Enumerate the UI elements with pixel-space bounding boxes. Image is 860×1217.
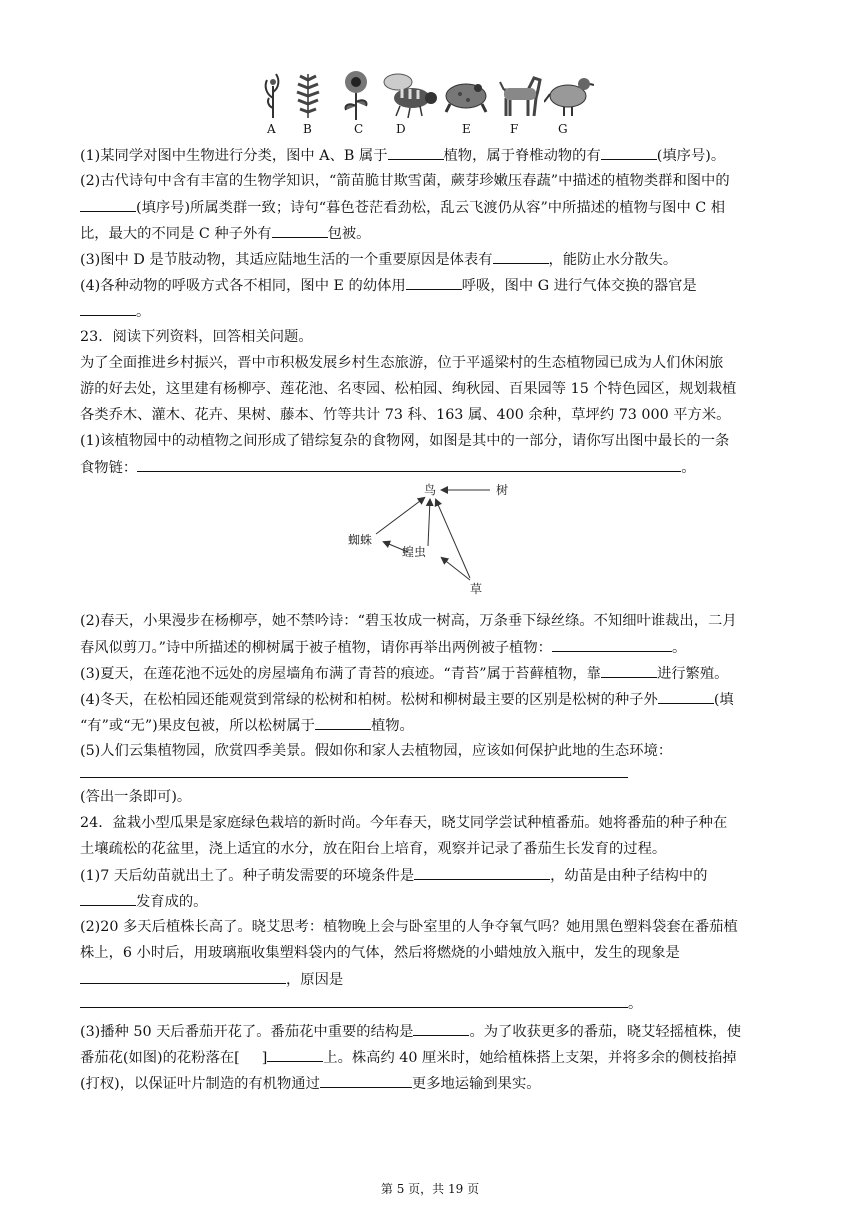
sunflower-icon (338, 68, 374, 120)
organism-figure (258, 68, 598, 140)
q23-part5-answer-line (80, 763, 628, 784)
q24-part2-line1: (2)20 多天后植株长高了。晓艾思考：植物晚上会与卧室里的人争夺氧气吗？她用黑色塑料袋套在番茄植 (80, 919, 738, 935)
q23-part2-line1: (2)春天，小果漫步在杨柳亭，她不禁吟诗：“碧玉妆成一树高，万条垂下绿丝绦。不知细叶谁裁出，二月 (80, 613, 737, 629)
q23-part5-line1: (5)人们云集植物园，欣赏四季美景。假如你和家人去植物园，应该如何保护此地的生态环境： (80, 743, 673, 759)
q23-part2-line2: 春风似剪刀。”诗中所描述的柳树属于被子植物，请你再举出两例被子植物： 。 (80, 637, 686, 658)
q24-part3-line3: (打杈)，以保证叶片制造的有机物通过 更多地运输到果实。 (80, 1073, 541, 1094)
web-node-bird: 鸟 (424, 483, 437, 497)
q24-part1-line2: 发育成的。 (80, 891, 207, 912)
food-web-diagram (330, 478, 530, 598)
q23-part4-line2: “有”或“无”)果皮包被，所以松树属于 植物。 (80, 715, 414, 736)
q23-part5-line3: (答出一条即可)。 (80, 789, 192, 805)
q23-part1-line2: 食物链： 。 (80, 457, 695, 478)
q22-part4-end: 。 (80, 301, 150, 322)
q24-part2-line4: 。 (80, 993, 642, 1014)
web-node-spider: 蜘蛛 (348, 533, 373, 547)
figure-label-b: B (303, 122, 312, 136)
figure-label-a: A (267, 122, 276, 136)
figure-label-g: G (558, 122, 568, 136)
q24-part3-line1: (3)播种 50 天后番茄开花了。番茄花中重要的结构是 。为了收获更多的番茄，晓艾轻摇植株，使 (80, 1021, 741, 1042)
q24-part2-line2: 株上，6 小时后，用玻璃瓶收集塑料袋内的气体，然后将燃烧的小蜡烛放入瓶中，发生的现象是 (80, 945, 680, 961)
q24-line1: 24．盆栽小型瓜果是家庭绿色栽培的新时尚。今年春天，晓艾同学尝试种植番茄。她将番茄的种子种在 (80, 815, 728, 831)
figure-label-e: E (462, 122, 471, 136)
q22-part4: (4)各种动物的呼吸方式各不相同，图中 E 的幼体用 呼吸，图中 G 进行气体交换的器官是 (80, 275, 697, 296)
q23-part1-line1: (1)该植物园中的动植物之间形成了错综复杂的食物网，如图是其中的一部分，请你写出图中最长的一条 (80, 433, 730, 449)
q23-material-line3: 各类乔木、灌木、花卉、果树、藤本、竹等共计 73 科、163 属、400 余种，草坪约 73 000 平方米。 (80, 407, 731, 423)
q22-part3: (3)图中 D 是节肢动物，其适应陆地生活的一个重要原因是体表有 ，能防止水分散失。 (80, 249, 677, 270)
q24-line2: 土壤疏松的花盆里，浇上适宜的水分，放在阳台上培育，观察并记录了番茄生长发育的过程。 (80, 841, 667, 857)
web-node-tree: 树 (496, 483, 509, 497)
bee-icon (376, 68, 438, 120)
page-footer: 第 5 页，共 19 页 (380, 1182, 480, 1196)
q22-part1: (1)某同学对图中生物进行分类，图中 A、B 属于 植物，属于脊椎动物的有 (填序号)。 (80, 145, 725, 166)
q23-material-line2: 游的好去处，这里建有杨柳亭、莲花池、名枣园、松柏园、绚秋园、百果园等 15 个特色园区，规划栽植 (80, 381, 737, 397)
q23-part3: (3)夏天，在莲花池不远处的房屋墙角布满了青苔的痕迹。“青苔”属于苔藓植物，靠 进行繁殖。 (80, 663, 728, 684)
web-node-grass: 草 (470, 582, 483, 596)
q23-title: 23．阅读下列资料，回答相关问题。 (80, 329, 313, 345)
q23-part4-line1: (4)冬天，在松柏园还能观赏到常绿的松树和柏树。松树和柳树最主要的区别是松树的种子外 (填 (80, 689, 734, 710)
q22-part2-line3: 比，最大的不同是 C 种子外有 包被。 (80, 223, 370, 244)
fern-icon (292, 68, 324, 120)
q24-part3-line2: 番茄花(如图)的花粉落在[ ] 上。株高约 40 厘米时，她给植株搭上支架，并将多余的侧枝掐掉 (80, 1047, 737, 1068)
figure-label-c: C (354, 122, 364, 136)
arrow-spider-to-bird (376, 498, 424, 534)
toad-icon (442, 68, 492, 120)
web-node-locust: 蝗虫 (402, 545, 427, 559)
q22-part2-line1: (2)古代诗句中含有丰富的生物学知识，“箭苗脆甘欺雪菌，蕨芽珍嫩压春蔬”中描述的植物类群和图中的 (80, 173, 730, 189)
q23-material-line1: 为了全面推进乡村振兴，晋中市积极发展乡村生态旅游，位于平遥梁村的生态植物园已成为人们休闲旅 (80, 355, 724, 371)
arrow-locust-to-bird (428, 500, 430, 546)
figure-label-d: D (396, 122, 406, 136)
q22-part2-line2: (填序号)所属类群一致；诗句“暮色苍茫看劲松，乱云飞渡仍从容”中所描述的植物与图中 C 相 (80, 197, 725, 218)
figure-label-f: F (510, 122, 519, 136)
pigeon-icon (544, 68, 594, 120)
q24-part1-line1: (1)7 天后幼苗就出土了。种子萌发需要的环境条件是 ，幼苗是由种子结构中的 (80, 865, 707, 886)
q24-part2-line3: ，原因是 (80, 969, 343, 990)
plant-a-icon (258, 68, 288, 120)
dog-icon (498, 68, 544, 120)
